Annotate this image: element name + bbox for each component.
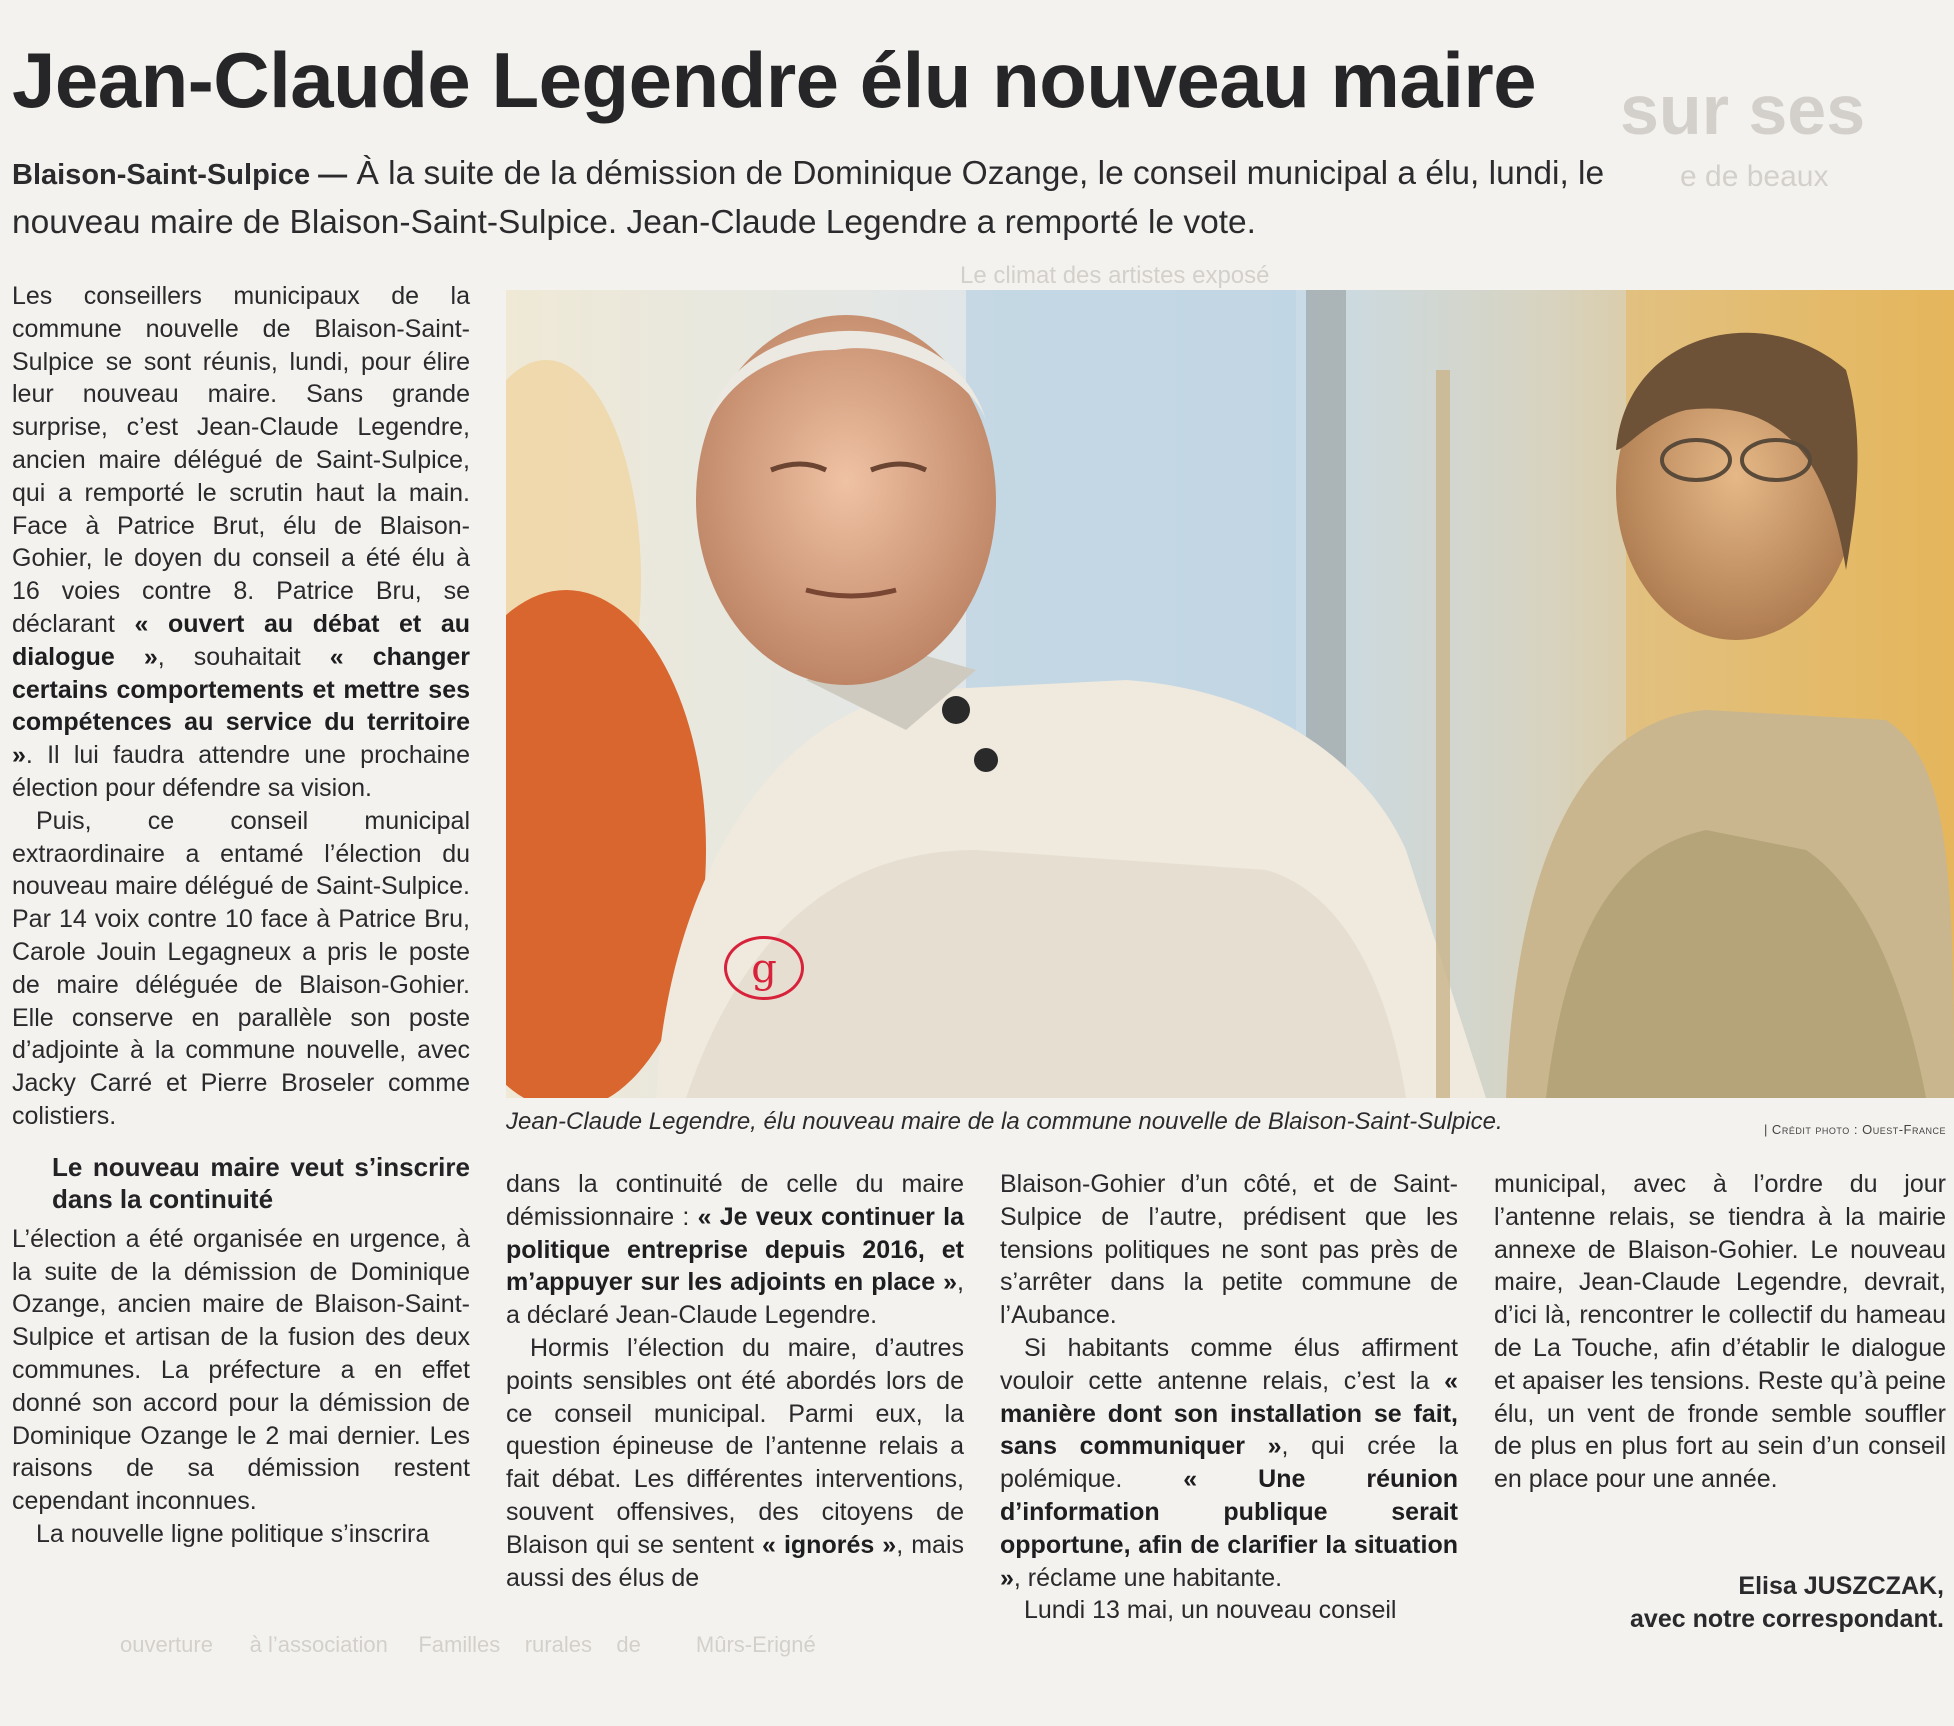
article-column-3 bbox=[1000, 1168, 1458, 1627]
dateline: Blaison-Saint-Sulpice — bbox=[12, 159, 348, 191]
paragraph: Les conseillers municipaux de la commune nouvelle de Blaison-Saint-Sulpice se sont réunis, lundi, pour élire leur nouveau maire. Sans grande surprise, c’est Jean-Claude Legendre, ancien maire délégué de Saint-Sulpice, qui a remporté le scrutin haut la main. Face à Patrice Brut, élu de Blaison-Gohier, le doyen du conseil a été élu à 16 voies contre 8. Patrice Bru, se déclarant « ouvert au débat et au dialogue », souhaitait « changer certains comportements et mettre ses compétences au service du territoire ». Il lui faudra attendre une prochaine élection pour défendre sa vision. bbox=[12, 282, 471, 802]
paragraph: municipal, avec à l’ordre du jour l’antenne relais, se tiendra à la mairie annexe de Blaison-Gohier. Le nouveau maire, Jean-Claude Legendre, devrait, d’ici là, rencontrer le collectif du hameau de La Touche, afin d’établir le dialogue et apaiser les tensions. Reste qu’à peine élu, un vent de fronde semble souffler de plus en plus fort au sein d’un conseil en place pour une année. bbox=[1494, 1170, 1946, 1494]
bleed-through-text: ouverture à l’association Familles rurales de Mûrs-Erigné bbox=[120, 1632, 816, 1657]
article-column-4 bbox=[1494, 1168, 1946, 1496]
lead-text: À la suite de la démission de Dominique Ozange, le conseil municipal a élu, lundi, le nouveau maire de Blaison-Saint-Sulpice. Jean-Claude Legendre a remporté le vote. bbox=[12, 155, 1605, 241]
photo-caption: Jean-Claude Legendre, élu nouveau maire de la commune nouvelle de Blaison-Saint-Sulpice. bbox=[506, 1108, 1503, 1135]
bleed-through-text: Le climat des artistes exposé bbox=[960, 262, 1270, 289]
article-photo bbox=[506, 290, 1954, 1098]
paragraph: La nouvelle ligne politique s’inscrira bbox=[36, 1519, 430, 1548]
paragraph: Hormis l’élection du maire, d’autres points sensibles ont été abordés lors de ce conseil municipal. Parmi eux, la question épineuse de l’antenne relais a fait débat. Les différentes interventions, souvent offensives, des citoyens de Blaison qui se sentent « ignorés », mais aussi des élus de bbox=[506, 1333, 965, 1592]
bleed-through-text: e de beaux bbox=[1680, 160, 1829, 193]
paragraph: L’élection a été organisée en urgence, à la suite de la démission de Dominique Ozange, ancien maire de Blaison-Saint-Sulpice et artisan de la fusion des deux communes. La préfecture a en effet donné son accord pour la démission de Dominique Ozange le 2 mai dernier. Les raisons de sa démission restent cependant inconnues. bbox=[12, 1224, 470, 1516]
byline bbox=[1630, 1570, 1944, 1636]
paragraph: dans la continuité de celle du maire démissionnaire : « Je veux continuer la politique entreprise depuis 2016, et m’appuyer sur les adjoints en place », a déclaré Jean-Claude Legendre. bbox=[506, 1170, 965, 1330]
paragraph: Lundi 13 mai, un nouveau conseil bbox=[1024, 1596, 1397, 1625]
paragraph: Si habitants comme élus affirment vouloir cette antenne relais, c’est la « manière dont son installation se fait, sans communiquer », qui crée la polémique. « Une réunion d’information publique serait opportune, afin de clarifier la situation », réclame une habitante. bbox=[1000, 1333, 1458, 1592]
paragraph: Blaison-Gohier d’un côté, et de Saint-Sulpice de l’autre, prédisent que les tensions politiques ne sont pas près de s’arrêter dans la petite commune de l’Aubance. bbox=[1000, 1170, 1458, 1330]
author-name: Elisa JUSZCZAK, bbox=[1738, 1572, 1944, 1600]
paragraph: Puis, ce conseil municipal extraordinaire a entamé l’élection du nouveau maire délégué de Saint-Sulpice. Par 14 voix contre 10 face à Patrice Bru, Carole Jouin Legagneux a pris le poste de maire déléguée de Blaison-Gohier. Elle conserve en parallèle son poste d’adjointe à la commune nouvelle, avec Jacky Carré et Pierre Broseler comme colistiers. bbox=[12, 806, 470, 1130]
photo-illustration bbox=[506, 290, 1954, 1098]
bleed-through-text: sur ses bbox=[1620, 71, 1866, 149]
subheading: Le nouveau maire veut s’inscrire dans la continuité bbox=[52, 1151, 470, 1214]
article-column-1 bbox=[12, 280, 470, 1551]
handwritten-stamp: g bbox=[724, 936, 804, 1000]
photo-credit: | Crédit photo : Ouest-France bbox=[1763, 1122, 1946, 1137]
lead-paragraph bbox=[12, 150, 1662, 246]
article-column-2 bbox=[506, 1168, 964, 1594]
correspondent-note: avec notre correspondant. bbox=[1630, 1605, 1944, 1633]
headline: Jean-Claude Legendre élu nouveau maire bbox=[12, 36, 1537, 124]
